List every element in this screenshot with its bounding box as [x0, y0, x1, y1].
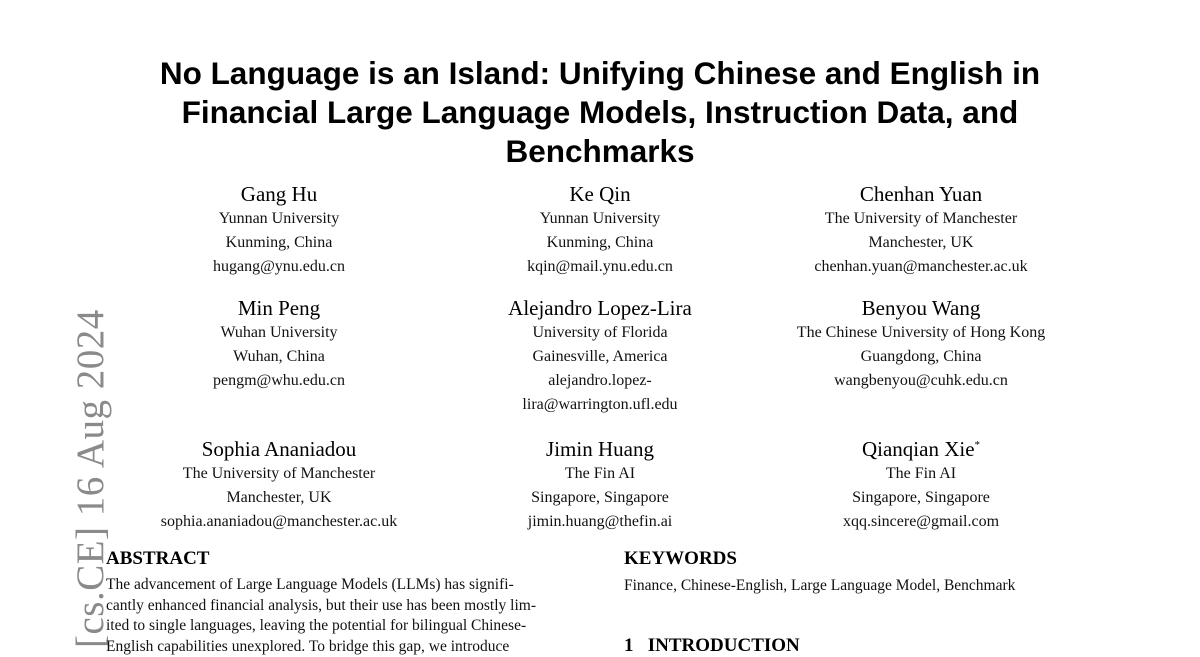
author-email: kqin@mail.ynu.edu.cn [430, 255, 770, 279]
author-email-line-1: alejandro.lopez- [430, 369, 770, 393]
author-affiliation: The Fin AI [430, 462, 770, 486]
keywords-heading: KEYWORDS [624, 548, 737, 570]
author-location: Kunming, China [430, 231, 770, 255]
author-email-line-2: lira@warrington.ufl.edu [430, 393, 770, 417]
author-name [751, 436, 1091, 462]
author-affiliation: University of Florida [430, 321, 770, 345]
arxiv-stamp-text: [cs.CE] 16 Aug 2024 [68, 309, 113, 648]
author-email: pengm@whu.edu.cn [109, 369, 449, 393]
author-affiliation: The University of Manchester [751, 207, 1091, 231]
corresponding-author-mark: * [975, 439, 981, 451]
author-name: Min Peng [109, 295, 449, 321]
keywords-text: Finance, Chinese-English, Large Language Model, Benchmark [624, 576, 1104, 596]
author-location: Singapore, Singapore [430, 486, 770, 510]
abstract-heading: ABSTRACT [106, 548, 209, 570]
author-affiliation: Yunnan University [430, 207, 770, 231]
author-block [751, 181, 1091, 279]
author-block [109, 181, 449, 279]
section-number: 1 [624, 635, 634, 656]
author-block [751, 436, 1091, 534]
arxiv-stamp [28, 300, 72, 648]
author-affiliation: The University of Manchester [109, 462, 449, 486]
abstract-body [106, 575, 582, 657]
author-name: Benyou Wang [751, 295, 1091, 321]
author-block [751, 295, 1091, 393]
author-affiliation: The Chinese University of Hong Kong [751, 321, 1091, 345]
author-name: Chenhan Yuan [751, 181, 1091, 207]
section-title: INTRODUCTION [648, 635, 800, 656]
author-name: Ke Qin [430, 181, 770, 207]
paper-title: No Language is an Island: Unifying Chinese and English in Financial Large Language Models, Instruction Data, and Benchmarks [100, 54, 1100, 171]
author-location: Gainesville, America [430, 345, 770, 369]
author-email: wangbenyou@cuhk.edu.cn [751, 369, 1091, 393]
author-location: Wuhan, China [109, 345, 449, 369]
author-name: Alejandro Lopez-Lira [430, 295, 770, 321]
author-name: Jimin Huang [430, 436, 770, 462]
abstract-line: cantly enhanced financial analysis, but their use has been mostly lim- [106, 596, 582, 617]
abstract-line: ited to single languages, leaving the potential for bilingual Chinese- [106, 616, 582, 637]
author-location: Kunming, China [109, 231, 449, 255]
author-location: Manchester, UK [751, 231, 1091, 255]
author-block [430, 181, 770, 279]
author-email: hugang@ynu.edu.cn [109, 255, 449, 279]
author-location: Singapore, Singapore [751, 486, 1091, 510]
author-affiliation: The Fin AI [751, 462, 1091, 486]
author-block [109, 436, 449, 534]
author-name-text: Qianqian Xie [862, 437, 975, 461]
author-block [430, 295, 770, 417]
introduction-heading [624, 635, 800, 657]
author-name: Gang Hu [109, 181, 449, 207]
author-email: xqq.sincere@gmail.com [751, 510, 1091, 534]
author-affiliation: Wuhan University [109, 321, 449, 345]
author-email: chenhan.yuan@manchester.ac.uk [751, 255, 1091, 279]
author-name: Sophia Ananiadou [109, 436, 449, 462]
author-block [109, 295, 449, 393]
abstract-line: English capabilities unexplored. To bridge this gap, we introduce [106, 637, 582, 657]
author-location: Guangdong, China [751, 345, 1091, 369]
abstract-line: The advancement of Large Language Models (LLMs) has signifi- [106, 575, 582, 596]
author-block [430, 436, 770, 534]
author-affiliation: Yunnan University [109, 207, 449, 231]
author-email: jimin.huang@thefin.ai [430, 510, 770, 534]
author-email: sophia.ananiadou@manchester.ac.uk [109, 510, 449, 534]
author-location: Manchester, UK [109, 486, 449, 510]
